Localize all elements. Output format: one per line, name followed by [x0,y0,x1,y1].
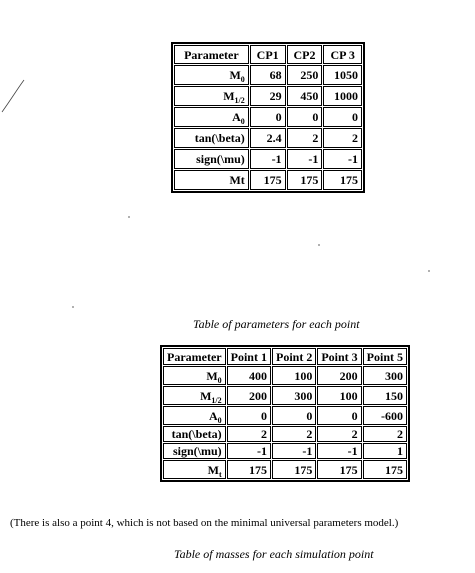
table-cell: 175 [317,460,361,479]
table-cell: 2 [317,426,361,442]
table-cell: 2.4 [250,128,286,148]
table-row [163,386,407,405]
scan-speck [72,306,74,308]
table-cell: 300 [272,386,316,405]
row-label: $A_0$ [163,406,226,425]
table-cell: 2 [363,426,407,442]
table-row [163,406,407,425]
table-cell: 29 [250,86,286,106]
row-label: tan(\beta) [163,426,226,442]
row-label: sign(\mu) [163,443,226,459]
table-cell: 68 [250,65,286,85]
table-cell: 2 [227,426,271,442]
table-cell: -1 [317,443,361,459]
row-label: $M_0$ [163,366,226,385]
parameters-table [171,42,365,193]
table-cell: -1 [323,149,362,169]
scan-speck [128,216,130,218]
table-cell: 175 [272,460,316,479]
point-4-note: (There is also a point 4, which is not based on the minimal universal parameters model.) [10,517,399,529]
parameters-table-caption: Table of parameters for each point [193,317,360,331]
row-label: $M_{1/2}$ [163,386,226,405]
table-cell: -1 [272,443,316,459]
header-cell: Point 3 [317,348,361,365]
table-cell: 100 [317,386,361,405]
table-cell: 0 [287,107,323,127]
table-row [174,107,362,127]
table-row [174,170,362,190]
scan-speck [318,244,320,246]
masses-table-caption: Table of masses for each simulation point [174,547,374,561]
table-cell: -1 [250,149,286,169]
header-cell: Parameter [174,45,249,64]
table-cell: 0 [317,406,361,425]
row-label: $M_t$ [163,460,226,479]
table-header-row [174,45,362,64]
table-cell: 175 [323,170,362,190]
table-row [174,86,362,106]
table-cell: -600 [363,406,407,425]
table-cell: 1 [363,443,407,459]
table-cell: 150 [363,386,407,405]
table-cell: 2 [323,128,362,148]
table-cell: 300 [363,366,407,385]
table-cell: 0 [227,406,271,425]
table-row [163,443,407,459]
table-cell: 175 [287,170,323,190]
table-cell: 200 [227,386,271,405]
table-row [163,460,407,479]
table-cell: -1 [227,443,271,459]
table-cell: 175 [227,460,271,479]
table-row [174,149,362,169]
header-cell: Point 1 [227,348,271,365]
header-cell: CP1 [250,45,286,64]
header-cell: CP 3 [323,45,362,64]
row-label: Mt [174,170,249,190]
table-cell: 175 [250,170,286,190]
table-row [163,426,407,442]
table-cell: 450 [287,86,323,106]
table-cell: 0 [272,406,316,425]
scan-speck [428,270,430,272]
header-cell: Point 5 [363,348,407,365]
table-row [174,128,362,148]
row-label: sign(\mu) [174,149,249,169]
table-cell: 2 [287,128,323,148]
table-cell: 175 [363,460,407,479]
table-cell: 1000 [323,86,362,106]
table-cell: 400 [227,366,271,385]
row-label: $A_0$ [174,107,249,127]
table-cell: 0 [250,107,286,127]
table-cell: -1 [287,149,323,169]
table-cell: 200 [317,366,361,385]
row-label: $M_0$ [174,65,249,85]
header-cell: CP2 [287,45,323,64]
header-cell: Parameter [163,348,226,365]
table-cell: 1050 [323,65,362,85]
pen-stroke-mark [0,78,26,114]
header-cell: Point 2 [272,348,316,365]
table-cell: 250 [287,65,323,85]
table-row [174,65,362,85]
row-label: tan(\beta) [174,128,249,148]
table-row [163,366,407,385]
table-header-row [163,348,407,365]
simulation-points-table [160,345,410,482]
row-label: $M_{1/2}$ [174,86,249,106]
table-cell: 0 [323,107,362,127]
table-cell: 2 [272,426,316,442]
table-cell: 100 [272,366,316,385]
